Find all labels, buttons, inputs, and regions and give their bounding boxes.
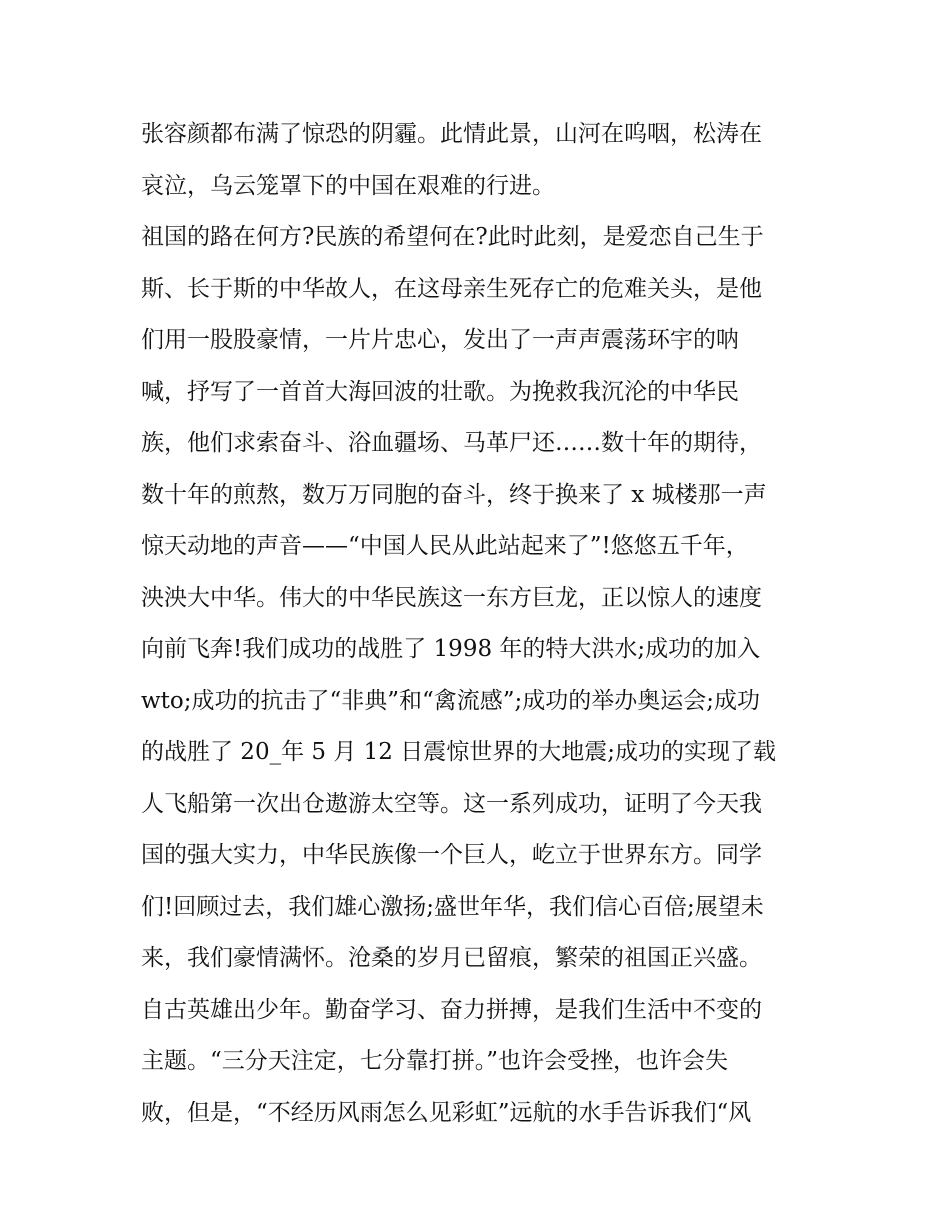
text-line: 国的强大实力，中华民族像一个巨人，屹立于世界东方。同学 (141, 842, 762, 868)
text-line: 斯、长于斯的中华故人，在这母亲生死存亡的危难关头，是他 (141, 275, 762, 302)
text-line: 自古英雄出少年。勤奋学习、奋力拼搏，是我们生活中不变的 (141, 996, 762, 1023)
text-line: 数十年的煎熬，数万万同胞的奋斗，终于换来了 x 城楼那一声 (141, 481, 767, 508)
text-line: 向前飞奔!我们成功的战胜了 1998 年的特大洪水;成功的加入 (141, 636, 761, 662)
text-line: 的战胜了 20_年 5 月 12 日震惊世界的大地震;成功的实现了载 (141, 739, 776, 765)
text-line: 们!回顾过去，我们雄心激扬;盛世年华，我们信心百倍;展望未 (141, 893, 764, 920)
text-line: 人飞船第一次出仓遨游太空等。这一系列成功，证明了今天我 (141, 790, 762, 817)
text-line: 来，我们豪情满怀。沧桑的岁月已留痕，繁荣的祖国正兴盛。 (141, 945, 762, 971)
text-line: 惊天动地的声音——“中国人民从此站起来了”!悠悠五千年， (141, 533, 749, 559)
body-text (141, 109, 821, 1139)
text-line: 主题。“三分天注定，七分靠打拼。”也许会受挫，也许会失 (141, 1048, 729, 1074)
text-line: 哀泣，乌云笼罩下的中国在艰难的行进。 (141, 172, 555, 199)
text-line: 喊，抒写了一首首大海回波的壮歌。为挽救我沉沦的中华民 (141, 378, 739, 405)
text-line: 祖国的路在何方?民族的希望何在?此时此刻，是爱恋自己生于 (141, 224, 764, 250)
text-line: 们用一股股豪情，一片片忠心，发出了一声声震荡环宇的呐 (141, 327, 739, 353)
text-line: 张容颜都布满了惊恐的阴霾。此情此景，山河在呜咽，松涛在 (141, 121, 762, 147)
text-line: wto;成功的抗击了“非典”和“禽流感”;成功的举办奥运会;成功 (141, 687, 761, 714)
text-line: 泱泱大中华。伟大的中华民族这一东方巨龙，正以惊人的速度 (141, 584, 762, 611)
text-line: 败，但是，“不经历风雨怎么见彩虹”远航的水手告诉我们“风 (141, 1099, 752, 1126)
text-line: 族，他们求索奋斗、浴血疆场、马革尸还……数十年的期待， (141, 430, 762, 456)
